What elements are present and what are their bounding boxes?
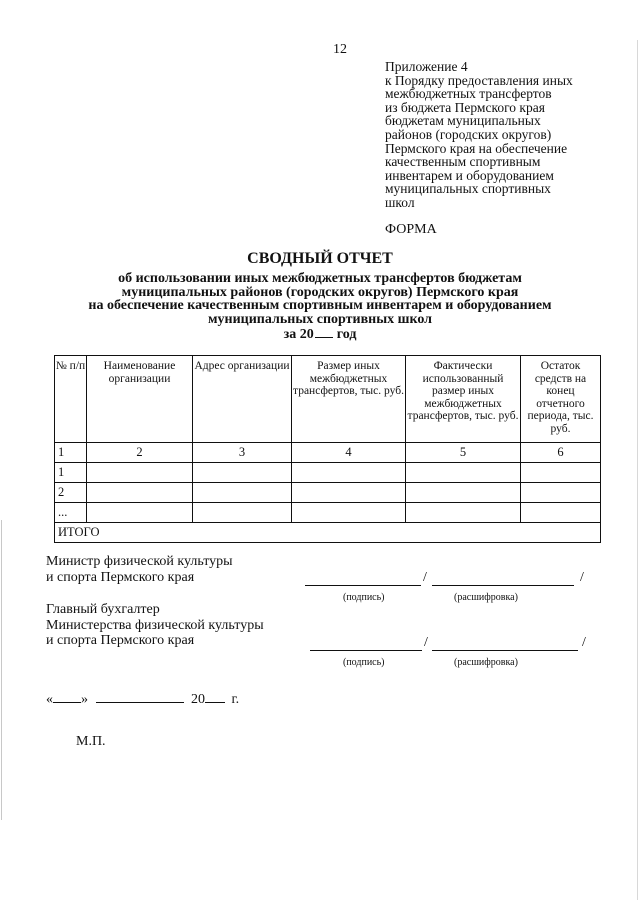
caption-decoding: (расшифровка) [454, 592, 518, 603]
year-suffix: год [336, 327, 357, 342]
scan-edge-right [637, 40, 638, 900]
date-close-quote: » [81, 692, 88, 707]
row-number: 1 [55, 463, 87, 483]
appendix-line: Приложение 4 [385, 59, 468, 74]
appendix-line: Пермского края на обеспечение [385, 140, 568, 156]
separator-slash: / [424, 635, 428, 650]
table-row [55, 483, 601, 503]
table-cell[interactable] [193, 503, 292, 523]
table-cell[interactable] [87, 483, 193, 503]
row-number: 2 [55, 483, 87, 503]
appendix-line: из бюджета Пермского края [385, 99, 545, 115]
signatory-title-line: Министерства физической культуры [46, 617, 264, 633]
table-cell[interactable] [521, 463, 601, 483]
column-number: 3 [193, 443, 292, 463]
header-cell-transfer-size: Размер иных межбюджетных трансфертов, тыс. руб. [292, 356, 406, 443]
separator-slash: / [423, 570, 427, 585]
appendix-line: инвентарем и оборудованием [385, 167, 554, 183]
year-prefix: за 20 [283, 327, 314, 342]
table-row [55, 503, 601, 523]
separator-slash: / [580, 570, 584, 585]
header-cell-number: № п/п [55, 356, 87, 443]
form-label: ФОРМА [385, 222, 437, 237]
stamp-placeholder: М.П. [76, 734, 106, 749]
signatory-chief-accountant [46, 602, 264, 649]
appendix-line: межбюджетных трансфертов [385, 86, 552, 102]
column-number: 4 [292, 443, 406, 463]
header-cell-actual-used: Фактически использованный размер иных межбюджетных трансфертов, тыс. руб. [406, 356, 521, 443]
decoding-line[interactable] [432, 585, 574, 586]
date-open-quote: « [46, 692, 53, 707]
header-cell-org-address: Адрес организации [193, 356, 292, 443]
appendix-note [385, 60, 615, 210]
subtitle-line: муниципальных спортивных школ [208, 311, 432, 327]
header-cell-org-name: Наименование организации [87, 356, 193, 443]
table-cell[interactable] [521, 483, 601, 503]
date-line [46, 690, 239, 708]
table-cell[interactable] [521, 503, 601, 523]
separator-slash: / [582, 635, 586, 650]
signature-line[interactable] [310, 650, 422, 651]
caption-signature: (подпись) [343, 657, 385, 668]
table-header-row [55, 356, 601, 443]
table-row [55, 463, 601, 483]
signatory-title-line: Министр физической культуры [46, 554, 233, 569]
table-cell[interactable] [292, 483, 406, 503]
report-year-line [0, 326, 640, 342]
header-cell-balance: Остаток средств на конец отчетного периода, тыс. руб. [521, 356, 601, 443]
table-cell[interactable] [292, 463, 406, 483]
date-year-suffix: г. [231, 692, 240, 707]
table-cell[interactable] [406, 463, 521, 483]
day-blank-field[interactable] [53, 690, 81, 703]
column-number-row [55, 443, 601, 463]
signature-line[interactable] [305, 585, 421, 586]
page-number: 12 [333, 42, 347, 57]
table-cell[interactable] [292, 503, 406, 523]
column-number: 5 [406, 443, 521, 463]
row-number: ... [55, 503, 87, 523]
appendix-line: качественным спортивным [385, 154, 541, 170]
date-year-prefix: 20 [191, 692, 205, 707]
report-subtitle [0, 272, 640, 342]
appendix-line: районов (городских округов) [385, 126, 552, 142]
subtitle-line: муниципальных районов (городских округов) Пермского края [121, 284, 519, 300]
column-number: 6 [521, 443, 601, 463]
table-cell[interactable] [87, 463, 193, 483]
appendix-line: к Порядку предоставления иных [385, 72, 573, 88]
year-blank-field[interactable] [315, 326, 333, 338]
table-cell[interactable] [406, 503, 521, 523]
appendix-line: бюджетам муниципальных [385, 113, 541, 129]
year-blank-field[interactable] [205, 690, 225, 703]
subtitle-line: об использовании иных межбюджетных трансфертов бюджетам [118, 271, 522, 286]
total-label: ИТОГО [55, 523, 601, 543]
signatory-minister [46, 554, 233, 585]
signatory-title-line: и спорта Пермского края [46, 633, 195, 648]
table-cell[interactable] [193, 463, 292, 483]
report-table [54, 355, 601, 543]
table-cell[interactable] [193, 483, 292, 503]
caption-signature: (подпись) [343, 592, 385, 603]
column-number: 2 [87, 443, 193, 463]
total-row [55, 523, 601, 543]
appendix-line: школ [385, 194, 415, 210]
subtitle-line: на обеспечение качественным спортивным инвентарем и оборудованием [88, 298, 552, 313]
month-blank-field[interactable] [96, 690, 184, 703]
table-cell[interactable] [406, 483, 521, 503]
caption-decoding: (расшифровка) [454, 657, 518, 668]
column-number: 1 [55, 443, 87, 463]
report-title: СВОДНЫЙ ОТЧЕТ [247, 250, 393, 267]
appendix-line: муниципальных спортивных [385, 181, 551, 197]
table-cell[interactable] [87, 503, 193, 523]
signatory-title-line: Главный бухгалтер [46, 602, 160, 617]
scan-edge-left [1, 520, 2, 820]
signatory-title-line: и спорта Пермского края [46, 569, 195, 585]
decoding-line[interactable] [432, 650, 578, 651]
